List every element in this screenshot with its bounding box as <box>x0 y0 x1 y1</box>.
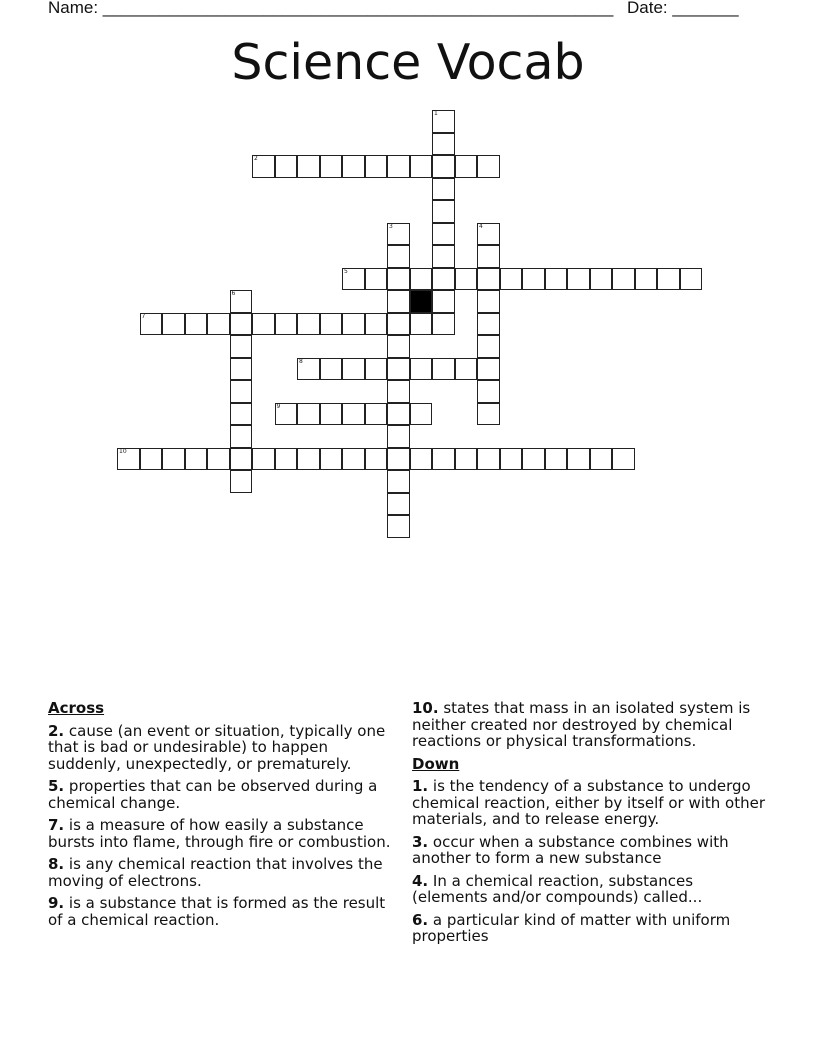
clue-across-7: 7. is a measure of how easily a substance bursts into flame, through fire or combustion. <box>48 816 391 851</box>
grid-cell[interactable] <box>162 313 185 336</box>
grid-cell[interactable] <box>320 403 343 426</box>
clue-across-9: 9. is a substance that is formed as the result of a chemical reaction. <box>48 894 386 929</box>
grid-cell[interactable] <box>140 448 163 471</box>
grid-cell[interactable] <box>275 313 298 336</box>
clue-number: 5 <box>344 267 348 275</box>
grid-cell[interactable] <box>387 493 410 516</box>
grid-cell[interactable] <box>252 155 275 178</box>
grid-cell[interactable] <box>410 268 433 291</box>
grid-cell[interactable] <box>320 358 343 381</box>
page-title: Science Vocab <box>231 34 585 91</box>
grid-cell[interactable] <box>230 403 253 426</box>
across-heading: Across <box>48 699 105 717</box>
grid-cell[interactable] <box>297 448 320 471</box>
grid-cell[interactable] <box>680 268 703 291</box>
grid-cell[interactable] <box>612 268 635 291</box>
grid-cell[interactable] <box>387 155 410 178</box>
grid-cell[interactable] <box>545 268 568 291</box>
grid-cell[interactable] <box>342 155 365 178</box>
grid-cell[interactable] <box>410 155 433 178</box>
grid-cell[interactable] <box>185 313 208 336</box>
grid-cell[interactable] <box>275 448 298 471</box>
grid-cell[interactable] <box>410 313 433 336</box>
clue-across-8: 8. is any chemical reaction that involves the moving of electrons. <box>48 855 383 890</box>
grid-cell[interactable] <box>342 403 365 426</box>
grid-cell[interactable] <box>432 178 455 201</box>
grid-cell[interactable] <box>297 313 320 336</box>
grid-cell[interactable] <box>545 448 568 471</box>
clues-column-left <box>48 700 400 934</box>
grid-cell[interactable] <box>477 223 500 246</box>
grid-cell[interactable] <box>387 515 410 538</box>
grid-cell[interactable] <box>252 448 275 471</box>
grid-cell[interactable] <box>320 313 343 336</box>
grid-cell[interactable] <box>320 448 343 471</box>
grid-cell[interactable] <box>477 358 500 381</box>
grid-cell[interactable] <box>117 448 140 471</box>
grid-cell[interactable] <box>230 313 253 336</box>
grid-cell[interactable] <box>365 155 388 178</box>
clue-down-4: 4. In a chemical reaction, substances (elements and/or compounds) called... <box>412 871 703 906</box>
clue-number: 6 <box>231 290 236 297</box>
grid-cell[interactable] <box>387 313 410 336</box>
grid-cell[interactable] <box>432 268 455 291</box>
clue-number: 8 <box>299 357 303 365</box>
grid-cell[interactable] <box>432 133 455 156</box>
grid-cell[interactable] <box>432 448 455 471</box>
grid-cell[interactable] <box>387 470 410 493</box>
grid-cell[interactable] <box>207 448 230 471</box>
grid-cell[interactable] <box>432 223 455 246</box>
grid-cell[interactable] <box>342 313 365 336</box>
grid-cell[interactable] <box>297 358 320 381</box>
clue-across-5: 5. properties that can be observed during a chemical change. <box>48 777 378 812</box>
clue-number: 10 <box>119 447 127 455</box>
grid-cell[interactable] <box>635 268 658 291</box>
grid-cell[interactable] <box>455 268 478 291</box>
grid-cell[interactable] <box>140 313 163 336</box>
clue-number: 4 <box>479 222 483 230</box>
grid-cell[interactable] <box>432 200 455 223</box>
grid-cell[interactable] <box>185 448 208 471</box>
clue-number: 3 <box>389 222 393 230</box>
grid-cell[interactable] <box>230 470 253 493</box>
grid-cell[interactable] <box>477 245 500 268</box>
clue-number: 1 <box>434 110 438 117</box>
grid-cell[interactable] <box>387 245 410 268</box>
grid-cell[interactable] <box>365 448 388 471</box>
clue-number: 9 <box>276 402 281 410</box>
grid-cell[interactable] <box>500 448 523 471</box>
grid-cell[interactable] <box>432 290 455 313</box>
shaded-cell <box>410 290 433 313</box>
grid-cell[interactable] <box>477 268 500 291</box>
grid-cell[interactable] <box>477 313 500 336</box>
grid-cell[interactable] <box>365 358 388 381</box>
grid-cell[interactable] <box>477 155 500 178</box>
grid-cell[interactable] <box>432 358 455 381</box>
grid-cell[interactable] <box>477 448 500 471</box>
grid-cell[interactable] <box>275 155 298 178</box>
grid-cell[interactable] <box>477 290 500 313</box>
date-field-label: Date: _______ <box>627 0 739 17</box>
grid-cell[interactable] <box>657 268 680 291</box>
grid-cell[interactable] <box>252 313 275 336</box>
grid-cell[interactable] <box>387 223 410 246</box>
grid-cell[interactable] <box>342 268 365 291</box>
clue-across-10: 10. states that mass in an isolated system is neither created nor destroyed by chemical reactions or physical transformations. <box>412 699 751 750</box>
grid-cell[interactable] <box>522 268 545 291</box>
clue-down-3: 3. occur when a substance combines with another to form a new substance <box>412 832 729 867</box>
grid-cell[interactable] <box>387 335 410 358</box>
grid-cell[interactable] <box>387 358 410 381</box>
grid-cell[interactable] <box>297 155 320 178</box>
grid-cell[interactable] <box>410 358 433 381</box>
grid-cell[interactable] <box>410 403 433 426</box>
grid-cell[interactable] <box>500 268 523 291</box>
grid-cell[interactable] <box>365 403 388 426</box>
grid-cell[interactable] <box>230 335 253 358</box>
clue-down-6: 6. a particular kind of matter with uniform properties <box>412 910 731 945</box>
grid-cell[interactable] <box>432 110 455 133</box>
clue-number: 7 <box>141 312 146 320</box>
grid-cell[interactable] <box>162 448 185 471</box>
grid-cell[interactable] <box>522 448 545 471</box>
grid-cell[interactable] <box>567 268 590 291</box>
grid-cell[interactable] <box>387 448 410 471</box>
grid-cell[interactable] <box>230 448 253 471</box>
grid-cell[interactable] <box>342 358 365 381</box>
clues-column-right <box>412 700 772 951</box>
grid-cell[interactable] <box>297 403 320 426</box>
grid-cell[interactable] <box>230 425 253 448</box>
grid-cell[interactable] <box>590 448 613 471</box>
grid-cell[interactable] <box>207 313 230 336</box>
grid-cell[interactable] <box>320 155 343 178</box>
grid-cell[interactable] <box>365 313 388 336</box>
grid-cell[interactable] <box>455 448 478 471</box>
grid-cell[interactable] <box>387 403 410 426</box>
grid-cell[interactable] <box>567 448 590 471</box>
grid-cell[interactable] <box>230 380 253 403</box>
grid-cell[interactable] <box>477 380 500 403</box>
grid-cell[interactable] <box>612 448 635 471</box>
clue-down-1: 1. is the tendency of a substance to undergo chemical reaction, either by itself or with other materials, and to release energy. <box>412 777 765 828</box>
grid-cell[interactable] <box>365 268 388 291</box>
grid-cell[interactable] <box>387 268 410 291</box>
grid-cell[interactable] <box>410 448 433 471</box>
grid-cell[interactable] <box>432 155 455 178</box>
grid-cell[interactable] <box>230 290 253 313</box>
grid-cell[interactable] <box>387 425 410 448</box>
name-field-label: Name: ______________________________________________________ <box>48 0 614 17</box>
clue-across-2: 2. cause (an event or situation, typically one that is bad or undesirable) to happen suddenly, unexpectedly, or prematurely. <box>48 721 386 773</box>
down-heading: Down <box>412 754 460 773</box>
grid-cell[interactable] <box>230 358 253 381</box>
grid-cell[interactable] <box>432 245 455 268</box>
grid-cell[interactable] <box>477 335 500 358</box>
clue-number: 2 <box>254 155 258 162</box>
grid-cell[interactable] <box>342 448 365 471</box>
grid-cell[interactable] <box>477 403 500 426</box>
grid-cell[interactable] <box>590 268 613 291</box>
grid-cell[interactable] <box>432 313 455 336</box>
grid-cell[interactable] <box>455 155 478 178</box>
grid-cell[interactable] <box>275 403 298 426</box>
grid-cell[interactable] <box>387 380 410 403</box>
grid-cell[interactable] <box>455 358 478 381</box>
grid-cell[interactable] <box>387 290 410 313</box>
